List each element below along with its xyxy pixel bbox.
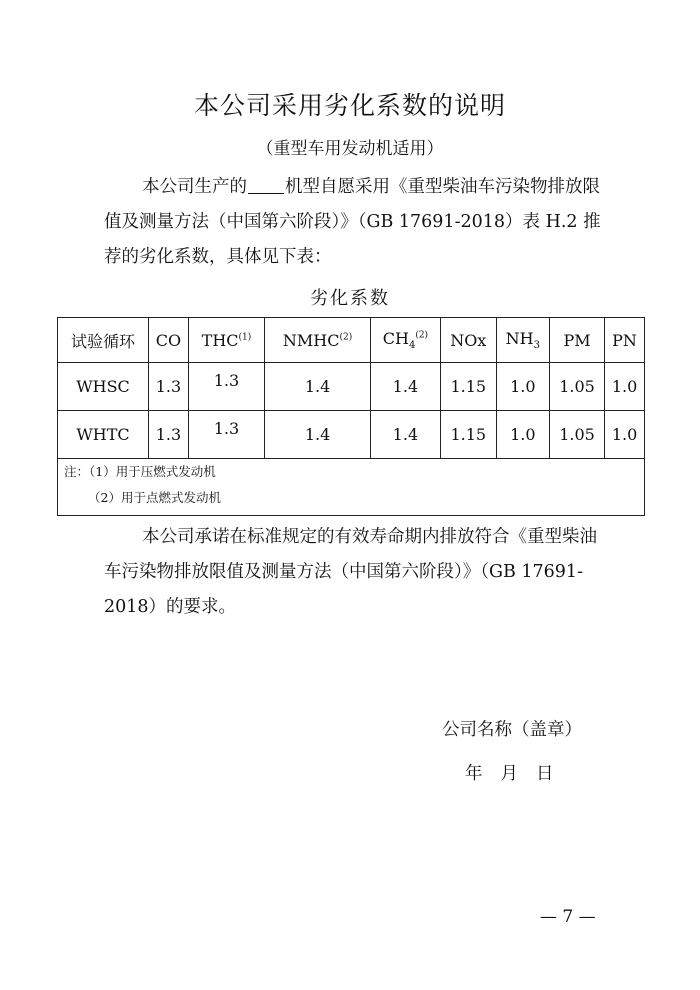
header-pn: PN	[605, 318, 645, 363]
header-ch4-sub: 4	[408, 340, 416, 352]
header-nmhc-note: (2)	[339, 332, 353, 343]
header-nmhc-label: NMHC	[282, 330, 340, 350]
header-co: CO	[149, 318, 189, 363]
table-notes	[58, 459, 645, 516]
header-thc-label: THC	[201, 330, 239, 350]
header-pm: PM	[549, 318, 604, 363]
header-ch4-label: CH	[382, 328, 409, 348]
commitment-text: 本公司承诺在标准规定的有效寿命期内排放符合《重型柴油车污染物排放限值及测量方法（中国第六阶段）》（GB 17691-2018）的要求。	[104, 527, 597, 617]
note-1: 注：（1）用于压燃式发动机	[64, 464, 216, 479]
cell-nox: 1.15	[440, 411, 496, 459]
cell-pm: 1.05	[549, 363, 604, 411]
cell-cycle: WHTC	[58, 411, 149, 459]
table-notes-row	[58, 459, 645, 516]
intro-paragraph	[104, 170, 604, 275]
cell-nmhc: 1.4	[265, 411, 371, 459]
company-name-seal: 公司名称（盖章）	[442, 720, 582, 740]
table-row	[58, 363, 645, 411]
header-nh3	[496, 318, 549, 363]
cell-ch4: 1.4	[371, 363, 441, 411]
cell-thc	[188, 411, 264, 459]
intro-text-part1: 本公司生产的	[142, 177, 247, 197]
page-number: — 7 —	[540, 907, 596, 927]
cell-pn: 1.0	[605, 411, 645, 459]
engine-model-blank	[248, 177, 284, 194]
cell-co: 1.3	[149, 411, 189, 459]
header-nmhc	[265, 318, 371, 363]
header-nh3-sub: 3	[533, 340, 540, 352]
cell-thc-value: 1.3	[213, 371, 240, 390]
cell-thc-value: 1.3	[213, 419, 240, 438]
date-year: 年	[465, 764, 483, 784]
table-row	[58, 411, 645, 459]
note-2: （2）用于点燃式发动机	[88, 490, 221, 505]
header-ch4	[371, 318, 441, 363]
header-nox: NOx	[440, 318, 496, 363]
table-header-row	[58, 318, 645, 363]
cell-ch4: 1.4	[371, 411, 441, 459]
cell-nh3: 1.0	[496, 363, 549, 411]
intro-text-part2: 机型自愿采用《重型柴油车污染物排放限值及测量方法（中国第六阶段）》（GB 17691-2018）表 H.2 推荐的劣化系数，具体见下表：	[104, 177, 601, 267]
page-subtitle: （重型车用发动机适用）	[256, 139, 444, 159]
cell-co: 1.3	[149, 363, 189, 411]
commitment-paragraph	[104, 520, 604, 625]
header-nh3-label: NH	[505, 328, 534, 348]
cell-thc	[188, 363, 264, 411]
cell-nmhc: 1.4	[265, 363, 371, 411]
date-day: 日	[536, 764, 554, 784]
header-cycle: 试验循环	[58, 318, 149, 363]
cell-nox: 1.15	[440, 363, 496, 411]
table-caption: 劣化系数	[310, 288, 390, 309]
cell-pn: 1.0	[605, 363, 645, 411]
deterioration-factor-table	[57, 317, 645, 516]
cell-nh3: 1.0	[496, 411, 549, 459]
signature-date	[465, 760, 572, 785]
date-month: 月	[500, 764, 518, 784]
header-thc-note: (1)	[238, 332, 252, 343]
page-title: 本公司采用劣化系数的说明	[193, 91, 506, 120]
header-ch4-note: (2)	[415, 330, 429, 341]
cell-cycle: WHSC	[58, 363, 149, 411]
header-thc	[188, 318, 264, 363]
cell-pm: 1.05	[549, 411, 604, 459]
